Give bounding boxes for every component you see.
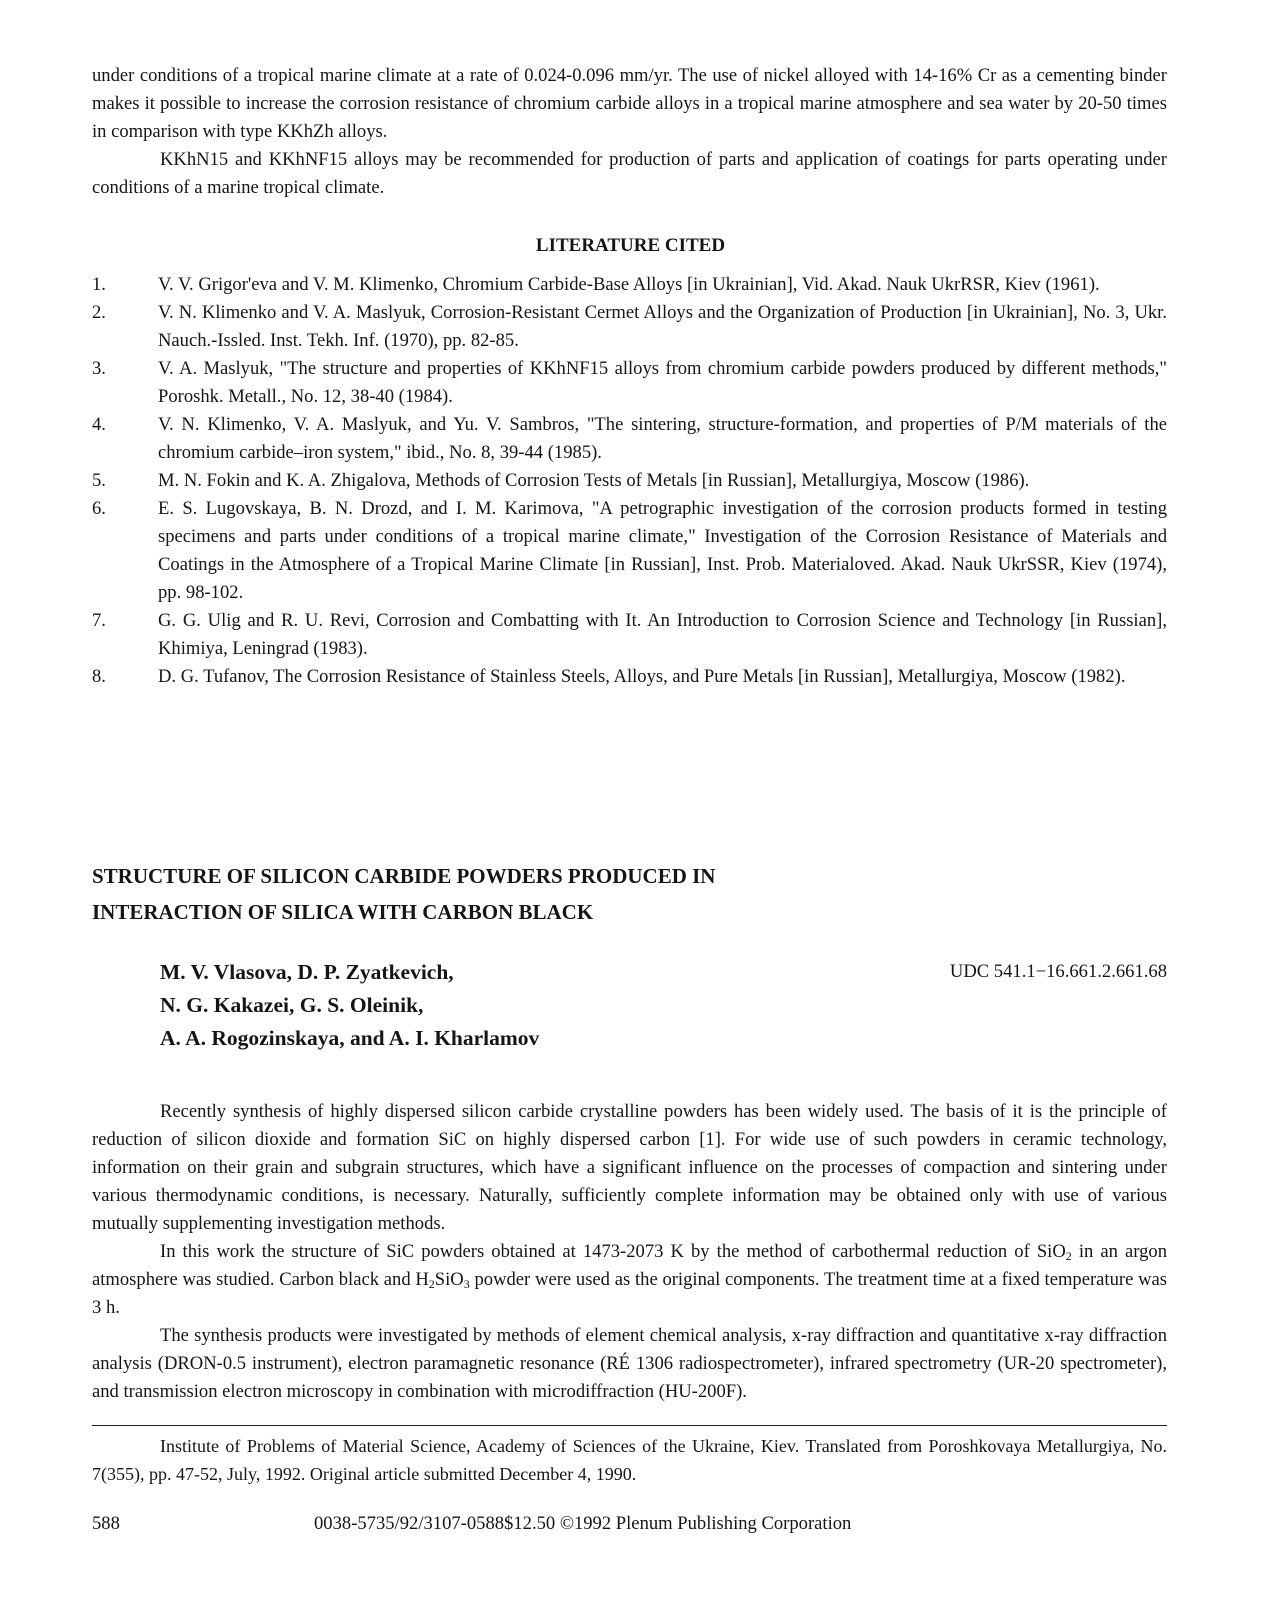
- author-line: A. A. Rogozinskaya, and A. I. Kharlamov: [160, 1026, 540, 1050]
- article-title-line: STRUCTURE OF SILICON CARBIDE POWDERS PRODUCED IN: [92, 864, 716, 888]
- reference-number: 2.: [92, 302, 106, 323]
- intro-paragraph-2: KKhN15 and KKhNF15 alloys may be recommended for production of parts and application of coatings for parts operating under conditions of a marine tropical climate.: [92, 149, 1167, 198]
- text-run: in an argon atmosphere was studied. Carbon black and H: [92, 1241, 1167, 1290]
- reference-number: 6.: [92, 498, 106, 519]
- reference-text: V. A. Maslyuk, "The structure and properties of KKhNF15 alloys from chromium carbide powders produced by different methods," Poroshk. Metall., No. 12, 38-40 (1984).: [158, 358, 1167, 407]
- reference-text: V. N. Klimenko and V. A. Maslyuk, Corrosion-Resistant Cermet Alloys and the Organization of Production [in Ukrainian], No. 3, Ukr. Nauch.-Issled. Inst. Tekh. Inf. (1970), pp. 82-85.: [158, 302, 1167, 351]
- article-title-line: INTERACTION OF SILICA WITH CARBON BLACK: [92, 900, 594, 924]
- reference-text: V. V. Grigor'eva and V. M. Klimenko, Chromium Carbide-Base Alloys [in Ukrainian], Vid. Akad. Nauk UkrRSR, Kiev (1961).: [158, 274, 1100, 295]
- reference-number: 3.: [92, 358, 106, 379]
- udc-code: UDC 541.1−16.661.2.661.68: [949, 961, 1167, 982]
- reference-number: 4.: [92, 414, 106, 435]
- reference-text: G. G. Ulig and R. U. Revi, Corrosion and Combatting with It. An Introduction to Corrosion Science and Technology [in Russian], Khimiya, Leningrad (1983).: [158, 610, 1167, 659]
- footnote-divider: [92, 1425, 1167, 1426]
- reference-number: 7.: [92, 610, 106, 631]
- subscript: 2: [1065, 1249, 1072, 1263]
- body-paragraph-2: [92, 1238, 1167, 1322]
- copyright-line: 0038-5735/92/3107-0588$12.50 ©1992 Plenum Publishing Corporation: [314, 1513, 852, 1534]
- reference-item: [92, 663, 1167, 691]
- text-run: powder were used as the original components. The treatment time at a fixed temperature was 3 h.: [92, 1269, 1167, 1318]
- reference-item: [92, 467, 1167, 495]
- intro-section: [92, 62, 1167, 202]
- intro-paragraph-1: under conditions of a tropical marine climate at a rate of 0.024-0.096 mm/yr. The use of nickel alloyed with 14-16% Cr as a cementing binder makes it possible to increase the corrosion resistance of chromium carbide alloys in a tropical marine atmosphere and sea water by 20-50 times in comparison with type KKhZh alloys.: [92, 65, 1167, 142]
- reference-item: [92, 607, 1167, 663]
- reference-list: [92, 271, 1167, 691]
- reference-number: 8.: [92, 666, 106, 687]
- page-number: 588: [92, 1513, 120, 1534]
- reference-text: D. G. Tufanov, The Corrosion Resistance of Stainless Steels, Alloys, and Pure Metals [in Russian], Metallurgiya, Moscow (1982).: [158, 666, 1126, 687]
- subscript: 3: [463, 1277, 470, 1291]
- reference-item: [92, 495, 1167, 607]
- literature-heading: LITERATURE CITED: [535, 235, 726, 256]
- article-body: [92, 1098, 1167, 1406]
- author-line: M. V. Vlasova, D. P. Zyatkevich,: [160, 960, 454, 984]
- body-paragraph-3: The synthesis products were investigated by methods of element chemical analysis, x-ray diffraction and quantitative x-ray diffraction analysis (DRON-0.5 instrument), electron paramagnetic resonance (RÉ 1306 radiospectrometer), infrared spectrometry (UR-20 spectrometer), and transmission electron microscopy in combination with microdiffraction (HU-200F).: [92, 1325, 1167, 1402]
- reference-item: [92, 271, 1167, 299]
- text-run: In this work the structure of SiC powders obtained at 1473-2073 K by the method of carbothermal reduction of SiO: [160, 1241, 1066, 1262]
- author-line: N. G. Kakazei, G. S. Oleinik,: [160, 993, 424, 1017]
- reference-number: 1.: [92, 274, 106, 295]
- reference-text: E. S. Lugovskaya, B. N. Drozd, and I. M. Karimova, "A petrographic investigation of the corrosion products formed in testing specimens and parts under conditions of a tropical marine climate," Investigation of the Corrosion Resistance of Materials and Coatings in the Atmosphere of a Tropical Marine Climate [in Russian], Inst. Prob. Materialoved. Akad. Nauk UkrSSR, Kiev (1974), pp. 98-102.: [158, 498, 1167, 603]
- reference-item: [92, 299, 1167, 355]
- reference-text: V. N. Klimenko, V. A. Maslyuk, and Yu. V. Sambros, "The sintering, structure-formation, and properties of P/M materials of the chromium carbide–iron system," ibid., No. 8, 39-44 (1985).: [158, 414, 1167, 463]
- body-paragraph-1: Recently synthesis of highly dispersed silicon carbide crystalline powders has been widely used. The basis of it is the principle of reduction of silicon dioxide and formation SiC on highly dispersed carbon [1]. For wide use of such powders in ceramic technology, information on their grain and subgrain structures, which have a significant influence on the processes of compaction and sintering under various thermodynamic conditions, is necessary. Naturally, sufficiently complete information may be obtained only with use of various mutually supplementing investigation methods.: [92, 1101, 1167, 1234]
- reference-text: M. N. Fokin and K. A. Zhigalova, Methods of Corrosion Tests of Metals [in Russian], Metallurgiya, Moscow (1986).: [158, 470, 1030, 491]
- article-title: [92, 858, 852, 930]
- subscript: 2: [428, 1277, 435, 1291]
- reference-item: [92, 411, 1167, 467]
- author-list: [160, 956, 780, 1055]
- reference-item: [92, 355, 1167, 411]
- text-run: SiO: [434, 1269, 464, 1290]
- reference-number: 5.: [92, 470, 106, 491]
- affiliation-footnote: Institute of Problems of Material Science, Academy of Sciences of the Ukraine, Kiev. Translated from Poroshkovaya Metallurgiya, No. 7(355), pp. 47-52, July, 1992. Original article submitted December 4, 1990.: [92, 1436, 1167, 1484]
